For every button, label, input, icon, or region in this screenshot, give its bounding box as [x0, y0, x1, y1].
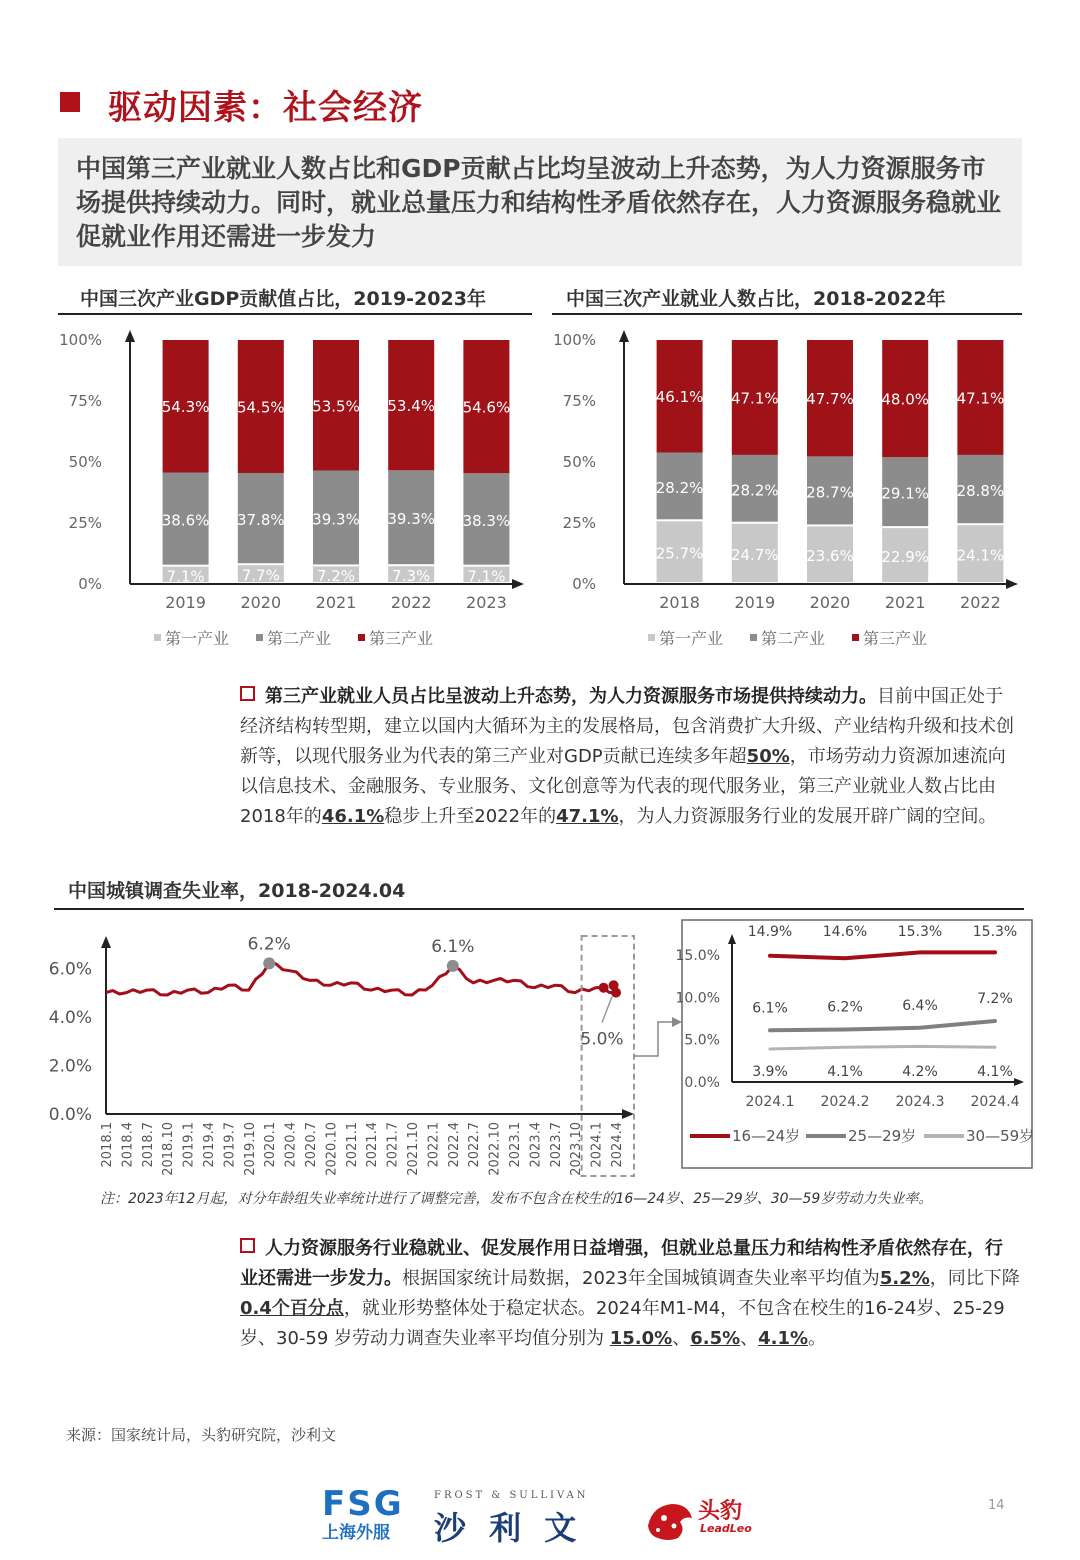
unemp-x-tick: 2018.10	[161, 1122, 177, 1176]
unemp-x-tick: 2019.10	[242, 1122, 258, 1176]
unemp-connector	[634, 1022, 676, 1056]
gdp-bar-label: 7.7%	[241, 566, 280, 585]
leadleo-en: LeadLeo	[700, 1522, 752, 1535]
unemp-x-tick: 2020.4	[283, 1122, 299, 1168]
gdp-bar-label: 7.3%	[392, 567, 431, 586]
age-y-tick: 5.0%	[684, 1032, 720, 1049]
age-y-tick: 10.0%	[675, 990, 720, 1007]
unemp-x-tick: 2020.7	[304, 1122, 319, 1168]
emp-y-tick: 100%	[553, 331, 596, 349]
emp-y-tick: 25%	[562, 514, 596, 532]
chart-age-unemployment	[675, 918, 1036, 1172]
emp-bar-label: 23.6%	[806, 547, 854, 566]
age-y-tick: 15.0%	[675, 947, 720, 964]
gdp-x-arrow-icon	[512, 579, 524, 589]
unemp-x-tick: 2021.4	[365, 1122, 381, 1168]
unemp-x-tick: 2024.1	[589, 1122, 605, 1168]
gdp-legend-label: 第三产业	[369, 629, 434, 648]
emp-bar-label: 28.8%	[956, 482, 1005, 501]
unemp-x-tick: 2019.1	[181, 1122, 197, 1168]
emp-x-tick: 2019	[734, 593, 776, 612]
emp-bar-label: 47.1%	[730, 389, 779, 408]
bullet-icon	[240, 1238, 255, 1253]
emp-bar-label: 28.2%	[730, 481, 779, 500]
page-number: 14	[988, 1498, 1005, 1513]
gdp-bar-label: 7.1%	[467, 567, 506, 586]
bullet-icon	[240, 686, 255, 701]
chart-employment-share	[544, 320, 1024, 660]
unemp-x-tick: 2022.1	[426, 1122, 442, 1168]
gdp-bar-label: 53.4%	[387, 397, 436, 416]
fsg-logo-text: FSG	[322, 1484, 404, 1524]
gdp-bar-label: 54.3%	[161, 398, 210, 417]
gdp-x-tick: 2019	[165, 593, 206, 612]
chart-employment-title: 中国三次产业就业人数占比，2018-2022年	[566, 288, 946, 310]
gdp-legend-marker	[154, 634, 161, 641]
unemp-x-tick: 2020.10	[324, 1122, 340, 1176]
emp-bar-label: 46.1%	[655, 388, 704, 407]
emp-bar-label: 24.1%	[956, 546, 1005, 565]
unemp-x-tick: 2018.7	[140, 1122, 156, 1168]
age-x-tick: 2024.4	[970, 1094, 1020, 1110]
unemp-y-tick: 2.0%	[48, 1056, 92, 1077]
age-data-label: 4.1%	[977, 1064, 1013, 1080]
emp-legend-marker	[750, 634, 757, 641]
age-legend-label: 30—59岁	[966, 1127, 1035, 1145]
emp-bar-label: 28.7%	[806, 483, 854, 502]
age-x-tick: 2024.1	[745, 1094, 795, 1110]
age-legend-label: 25—29岁	[848, 1127, 917, 1145]
emp-bar-label: 48.0%	[881, 390, 930, 409]
gdp-bar-label: 38.6%	[161, 511, 210, 530]
chart-employment-rule	[552, 313, 1022, 315]
emp-x-tick: 2021	[884, 593, 926, 612]
unemp-peak-label: 6.1%	[431, 936, 475, 957]
paragraph-tertiary: 第三产业就业人员占比呈波动上升态势，为人力资源服务市场提供持续动力。目前中国正处于经济结构转型期，建立以国内大循环为主的发展格局，包含消费扩大升级、产业结构升级和技术创新等，以现代服务业为代表的第三产业对GDP贡献已连续多年超50%，市场劳动力资源加速流向以信息技术、金融服务、专业服务、文化创意等为代表的现代服务业，第三产业就业人数占比由2018年的46.1%稳步上升至2022年的47.1%，为人力资源服务行业的发展开辟广阔的空间。	[240, 686, 1014, 827]
age-data-label: 15.3%	[897, 924, 943, 940]
gdp-y-tick: 75%	[68, 392, 102, 410]
emp-y-arrow-icon	[619, 330, 629, 342]
age-data-label: 7.2%	[977, 991, 1013, 1008]
emp-y-tick: 0%	[572, 575, 596, 593]
unemp-x-tick: 2023.7	[548, 1122, 564, 1168]
unemp-x-tick: 2023.10	[569, 1122, 585, 1176]
emp-legend-marker	[648, 634, 655, 641]
chart-gdp-share	[50, 320, 530, 660]
unemp-y-tick: 6.0%	[48, 959, 92, 980]
unemp-recent-marker	[611, 988, 621, 998]
unemp-x-tick: 2023.1	[508, 1122, 523, 1168]
age-data-label: 6.4%	[902, 997, 938, 1014]
unemp-recent-marker	[599, 983, 609, 993]
emp-bar-label: 29.1%	[881, 484, 930, 503]
unemp-y-arrow-icon	[101, 936, 111, 948]
unemp-y-tick: 0.0%	[48, 1105, 92, 1125]
page-title: 驱动因素：社会经济	[108, 88, 423, 128]
age-data-label: 15.3%	[972, 924, 1018, 940]
unemp-x-tick: 2021.1	[344, 1122, 360, 1168]
unemp-x-tick: 2021.7	[385, 1122, 401, 1168]
unemp-x-tick: 2019.4	[202, 1122, 217, 1168]
emp-x-tick: 2018	[659, 593, 700, 612]
gdp-y-arrow-icon	[125, 330, 135, 342]
gdp-legend-marker	[256, 634, 263, 641]
fsg-logo	[322, 1486, 422, 1544]
unemp-callout-line	[602, 997, 612, 1023]
age-x-tick: 2024.3	[895, 1094, 945, 1110]
gdp-bar-label: 39.3%	[312, 510, 360, 529]
leopard-icon	[644, 1496, 696, 1544]
gdp-bar-label: 7.2%	[316, 567, 356, 586]
paragraph-employment: 人力资源服务行业稳就业、促发展作用日益增强，但就业总量压力和结构性矛盾依然存在，行业还需进一步发力。根据国家统计局数据，2023年全国城镇调查失业率平均值为5.2%，同比下降 0.4个百分点，就业形势整体处于稳定状态。2024年M1-M4，不包含在校生的16-24岁、25-29 岁、30-59 岁劳动力调查失业率平均值分别为 15.0%、6.5%、4.1%。	[240, 1238, 1020, 1349]
chart-note: 注：2023年12月起，对分年龄组失业率统计进行了调整完善，发布不包含在校生的16—24岁、25—29岁、30—59岁劳动力失业率。	[100, 1191, 933, 1207]
unemp-latest-label: 5.0%	[580, 1029, 624, 1050]
emp-x-tick: 2022	[960, 593, 1001, 612]
emp-bar-label: 24.7%	[730, 545, 779, 564]
unemp-peak-marker	[263, 957, 275, 969]
gdp-bar-label: 7.1%	[166, 567, 205, 586]
gdp-y-tick: 50%	[68, 453, 102, 471]
gdp-legend-label: 第一产业	[165, 629, 230, 648]
unemp-x-tick: 2024.4	[610, 1122, 625, 1168]
gdp-y-tick: 100%	[59, 331, 102, 349]
unemp-x-tick: 2019.7	[222, 1122, 238, 1168]
unemp-peak-marker	[447, 960, 459, 972]
emp-x-tick: 2020	[809, 593, 851, 612]
unemp-x-arrow-icon	[622, 1109, 634, 1119]
age-data-label: 4.1%	[827, 1064, 863, 1080]
emp-bar-label: 28.2%	[655, 478, 704, 497]
unemp-x-tick: 2022.7	[467, 1122, 483, 1168]
title-marker	[60, 92, 80, 112]
unemp-x-tick: 2022.10	[487, 1122, 503, 1176]
age-data-label: 6.1%	[752, 1000, 788, 1017]
gdp-bar-label: 54.5%	[236, 398, 285, 417]
gdp-y-tick: 0%	[78, 575, 102, 593]
unemp-y-tick: 4.0%	[48, 1007, 92, 1028]
gdp-bar-label: 38.3%	[462, 511, 511, 530]
emp-legend-marker	[852, 634, 859, 641]
emp-bar-label: 25.7%	[655, 544, 704, 563]
chart-unemployment-title: 中国城镇调查失业率，2018-2024.04	[68, 880, 406, 902]
emp-legend-label: 第三产业	[863, 629, 928, 648]
unemp-series-line	[106, 963, 616, 995]
unemp-x-tick: 2023.4	[528, 1122, 544, 1168]
unemp-x-tick: 2022.4	[446, 1122, 462, 1168]
gdp-bar-label: 54.6%	[462, 398, 511, 417]
gdp-y-tick: 25%	[68, 514, 102, 532]
gdp-x-tick: 2023	[466, 593, 507, 612]
gdp-legend-label: 第二产业	[267, 629, 332, 648]
gdp-x-tick: 2022	[390, 593, 432, 612]
emp-y-tick: 50%	[562, 453, 596, 471]
leadleo-cn: 头豹	[698, 1499, 743, 1524]
emp-bar-label: 22.9%	[881, 548, 930, 567]
frost-sullivan-en: FROST & SULLIVAN	[434, 1490, 589, 1501]
emp-legend-label: 第一产业	[659, 629, 724, 648]
emp-bar-label: 47.1%	[956, 389, 1005, 408]
summary-box: 中国第三产业就业人数占比和GDP贡献占比均呈波动上升态势，为人力资源服务市场提供持续动力。同时，就业总量压力和结构性矛盾依然存在，人力资源服务稳就业促就业作用还需进一步发力	[58, 138, 1022, 266]
unemp-x-tick: 2018.1	[100, 1122, 115, 1168]
fsg-logo-sub: 上海外服	[322, 1523, 390, 1543]
unemp-x-tick: 2020.1	[263, 1122, 279, 1168]
age-data-label: 14.6%	[822, 924, 868, 940]
age-x-tick: 2024.2	[820, 1094, 870, 1110]
age-y-tick: 0.0%	[684, 1075, 720, 1091]
emp-legend-label: 第二产业	[761, 629, 826, 648]
gdp-x-tick: 2021	[315, 593, 357, 612]
gdp-bar-label: 53.5%	[312, 397, 360, 416]
emp-y-tick: 75%	[562, 392, 596, 410]
gdp-x-tick: 2020	[240, 593, 282, 612]
chart-unemployment-rule	[54, 908, 1024, 910]
emp-bar-label: 47.7%	[806, 390, 854, 409]
gdp-bar-label: 39.3%	[387, 510, 436, 529]
age-legend-label: 16—24岁	[732, 1127, 801, 1145]
chart-gdp-rule	[58, 313, 532, 315]
unemp-x-tick: 2021.10	[406, 1122, 421, 1176]
unemp-peak-label: 6.2%	[247, 934, 291, 955]
source-text: 来源：国家统计局，头豹研究院，沙利文	[66, 1426, 337, 1444]
gdp-bar-label: 37.8%	[236, 511, 285, 530]
leadleo-logo	[644, 1492, 764, 1544]
emp-x-arrow-icon	[1006, 579, 1018, 589]
age-data-label: 4.2%	[902, 1064, 938, 1080]
age-data-label: 6.2%	[827, 999, 863, 1016]
frost-sullivan-logo	[434, 1490, 634, 1549]
chart-gdp-title: 中国三次产业GDP贡献值占比，2019-2023年	[80, 288, 486, 310]
unemp-x-tick: 2018.4	[120, 1122, 136, 1168]
chart-unemployment-rate	[40, 914, 680, 1184]
gdp-legend-marker	[358, 634, 365, 641]
age-data-label: 3.9%	[752, 1064, 788, 1080]
frost-sullivan-cn: 沙 利 文	[434, 1509, 583, 1547]
age-data-label: 14.9%	[747, 924, 793, 940]
